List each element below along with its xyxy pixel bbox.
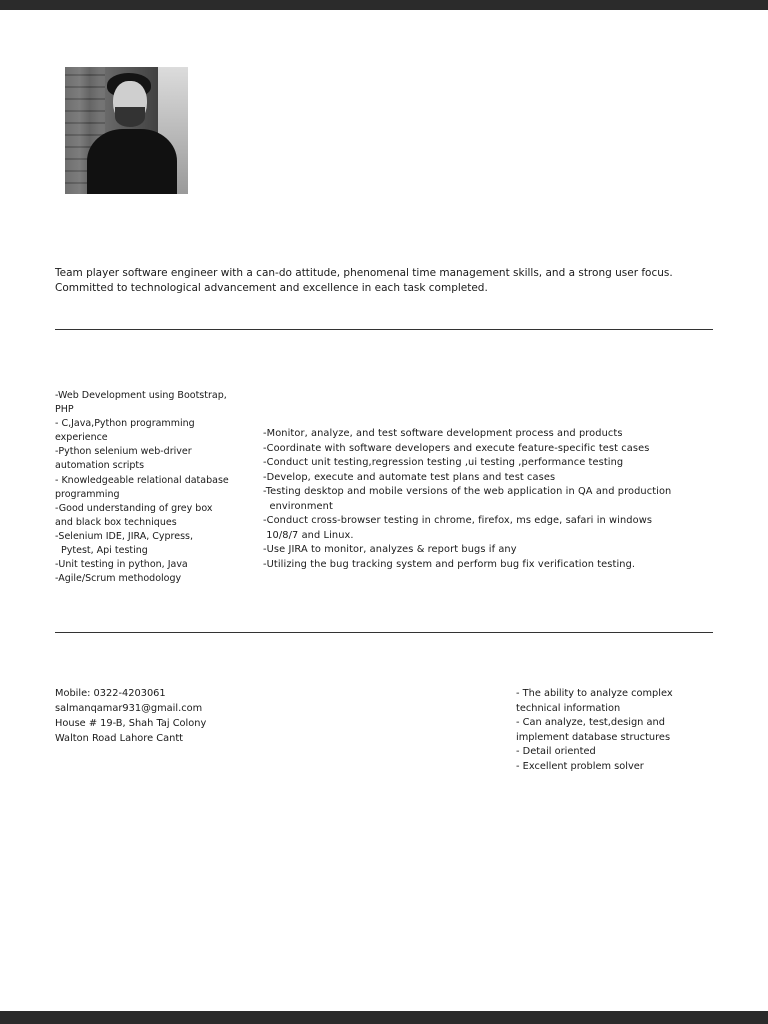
skill-item: -Agile/Scrum methodology bbox=[55, 573, 182, 585]
photo-body bbox=[87, 129, 177, 194]
skill-item: -Web Development using Bootstrap, PHP bbox=[55, 390, 230, 416]
address-line-2: Walton Road Lahore Cantt bbox=[55, 733, 183, 744]
skill-item: -Selenium IDE, JIRA, Cypress, Pytest, Api testing bbox=[55, 530, 194, 557]
bottom-bar bbox=[0, 1011, 768, 1024]
address-line-1: House # 19-B, Shah Taj Colony bbox=[55, 718, 207, 729]
section-divider bbox=[55, 329, 713, 330]
duty-item: -Conduct cross-browser testing in chrome, firefox, ms edge, safari in windows 10/8/7 and Linux. bbox=[263, 515, 653, 541]
duty-item: -Monitor, analyze, and test software development process and products bbox=[263, 428, 623, 439]
duty-item: -Coordinate with software developers and execute feature-specific test cases bbox=[263, 442, 650, 454]
section-divider bbox=[55, 632, 713, 633]
strength-item: - Can analyze, test,design and implement database structures bbox=[516, 717, 671, 743]
duty-item: -Use JIRA to monitor, analyzes & report bugs if any bbox=[263, 544, 517, 555]
summary-line-1: Team player software engineer with a can-do attitude, phenomenal time management skills, and a strong user focus. bbox=[55, 267, 673, 279]
photo-beard bbox=[115, 107, 145, 127]
summary-line-2: Committed to technological advancement and excellence in each task completed. bbox=[55, 282, 488, 294]
duty-item: -Testing desktop and mobile versions of the web application in QA and production environment bbox=[263, 486, 672, 512]
skill-item: - C,Java,Python programming experience bbox=[55, 418, 198, 444]
duty-item: -Conduct unit testing,regression testing ,ui testing ,performance testing bbox=[263, 457, 624, 468]
skill-item: - Knowledgeable relational database programming bbox=[55, 474, 232, 500]
duty-item: -Develop, execute and automate test plans and test cases bbox=[263, 471, 556, 483]
duty-item: -Utilizing the bug tracking system and perform bug fix verification testing. bbox=[263, 558, 636, 570]
strength-item: - Excellent problem solver bbox=[516, 760, 644, 772]
top-bar bbox=[0, 0, 768, 10]
strength-item: - Detail oriented bbox=[516, 746, 596, 758]
mobile-number: Mobile: 0322-4203061 bbox=[55, 688, 166, 699]
email-address: salmanqamar931@gmail.com bbox=[55, 703, 203, 714]
profile-photo bbox=[65, 67, 188, 194]
skill-item: -Good understanding of grey box and black box techniques bbox=[55, 502, 216, 528]
experience-duties-list bbox=[263, 427, 703, 572]
skills-list bbox=[55, 389, 233, 586]
skill-item: -Python selenium web-driver automation scripts bbox=[55, 446, 195, 472]
summary-paragraph bbox=[55, 266, 715, 296]
skill-item: -Unit testing in python, Java bbox=[55, 559, 188, 571]
strength-item: - The ability to analyze complex technical information bbox=[516, 688, 676, 714]
contact-info bbox=[55, 686, 275, 746]
strengths-list bbox=[516, 687, 706, 775]
